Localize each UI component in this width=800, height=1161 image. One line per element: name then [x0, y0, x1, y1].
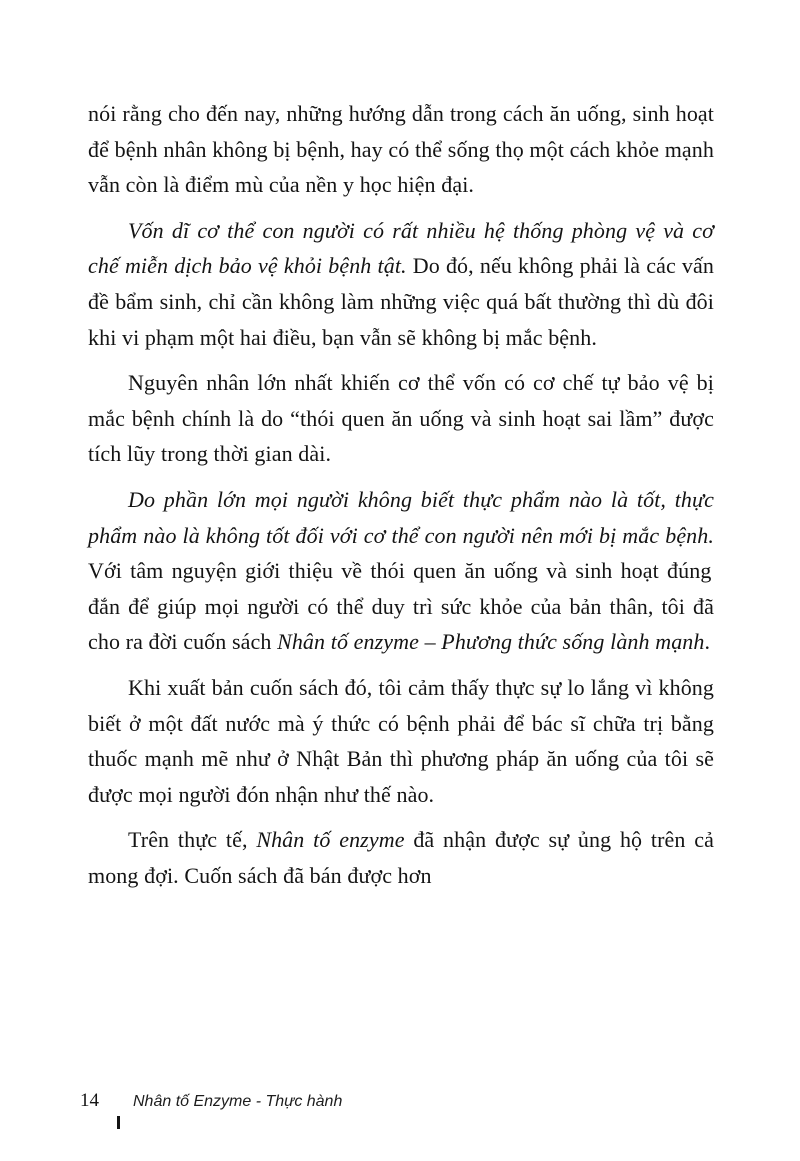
paragraph-text: . — [704, 629, 711, 655]
paragraph — [88, 96, 714, 203]
paragraph-text-italic: Vốn dĩ cơ thể con người có rất nhiều hệ thống phòng vệ và cơ chế miễn dịch bảo vệ khỏi bệnh tật. — [88, 217, 714, 279]
paragraph-text: Trên thực tế, — [128, 827, 257, 853]
paragraph — [88, 822, 714, 893]
paragraph-text: đã nhận được sự ủng hộ trên cả mong đợi. Cuốn sách đã bán được hơn — [88, 827, 714, 888]
print-mark — [117, 1116, 120, 1129]
book-title-mention: Nhân tố enzyme – Phương thức sống lành mạnh — [277, 629, 705, 655]
text-block — [88, 96, 714, 903]
paragraph-text: Nguyên nhân lớn nhất khiến cơ thể vốn có cơ chế tự bảo vệ bị mắc bệnh chính là do “thói quen ăn uống và sinh hoạt sai lầm” được tích lũy trong thời gian dài. — [88, 370, 714, 467]
paragraph-text: Với tâm nguyện giới thiệu về thói quen ăn uống và sinh hoạt đúng đắn để giúp mọi người có thể duy trì sức khỏe của bản thân, tôi đã cho ra đời cuốn sách — [88, 558, 714, 655]
paragraph — [88, 213, 714, 355]
paragraph-text: nói rằng cho đến nay, những hướng dẫn trong cách ăn uống, sinh hoạt để bệnh nhân không bị bệnh, hay có thể sống thọ một cách khỏe mạnh vẫn còn là điểm mù của nền y học hiện đại. — [88, 101, 714, 198]
paragraph-text-italic: Do phần lớn mọi người không biết thực phẩm nào là tốt, thực phẩm nào là không tốt đối với cơ thể con người nên mới bị mắc bệnh. — [88, 486, 714, 548]
paragraph — [88, 670, 714, 812]
book-title-mention: Nhân tố enzyme — [256, 827, 405, 853]
paragraph — [88, 365, 714, 472]
footer-book-title: Nhân tố Enzyme - Thực hành — [133, 1093, 343, 1110]
page-number: 14 — [80, 1090, 99, 1111]
paragraph — [88, 482, 714, 660]
paragraph-text: Khi xuất bản cuốn sách đó, tôi cảm thấy thực sự lo lắng vì không biết ở một đất nước mà ý thức có bệnh phải để bác sĩ chữa trị bằng thuốc mạnh mẽ như ở Nhật Bản thì phương pháp ăn uống của tôi sẽ được mọi người đón nhận như thế nào. — [88, 674, 714, 807]
page-footer — [80, 1090, 740, 1112]
paragraph-text: Do đó, nếu không phải là các vấn đề bẩm sinh, chỉ cần không làm những việc quá bất thường thì dù đôi khi vi phạm một hai điều, bạn vẫn sẽ không bị mắc bệnh. — [88, 253, 714, 350]
